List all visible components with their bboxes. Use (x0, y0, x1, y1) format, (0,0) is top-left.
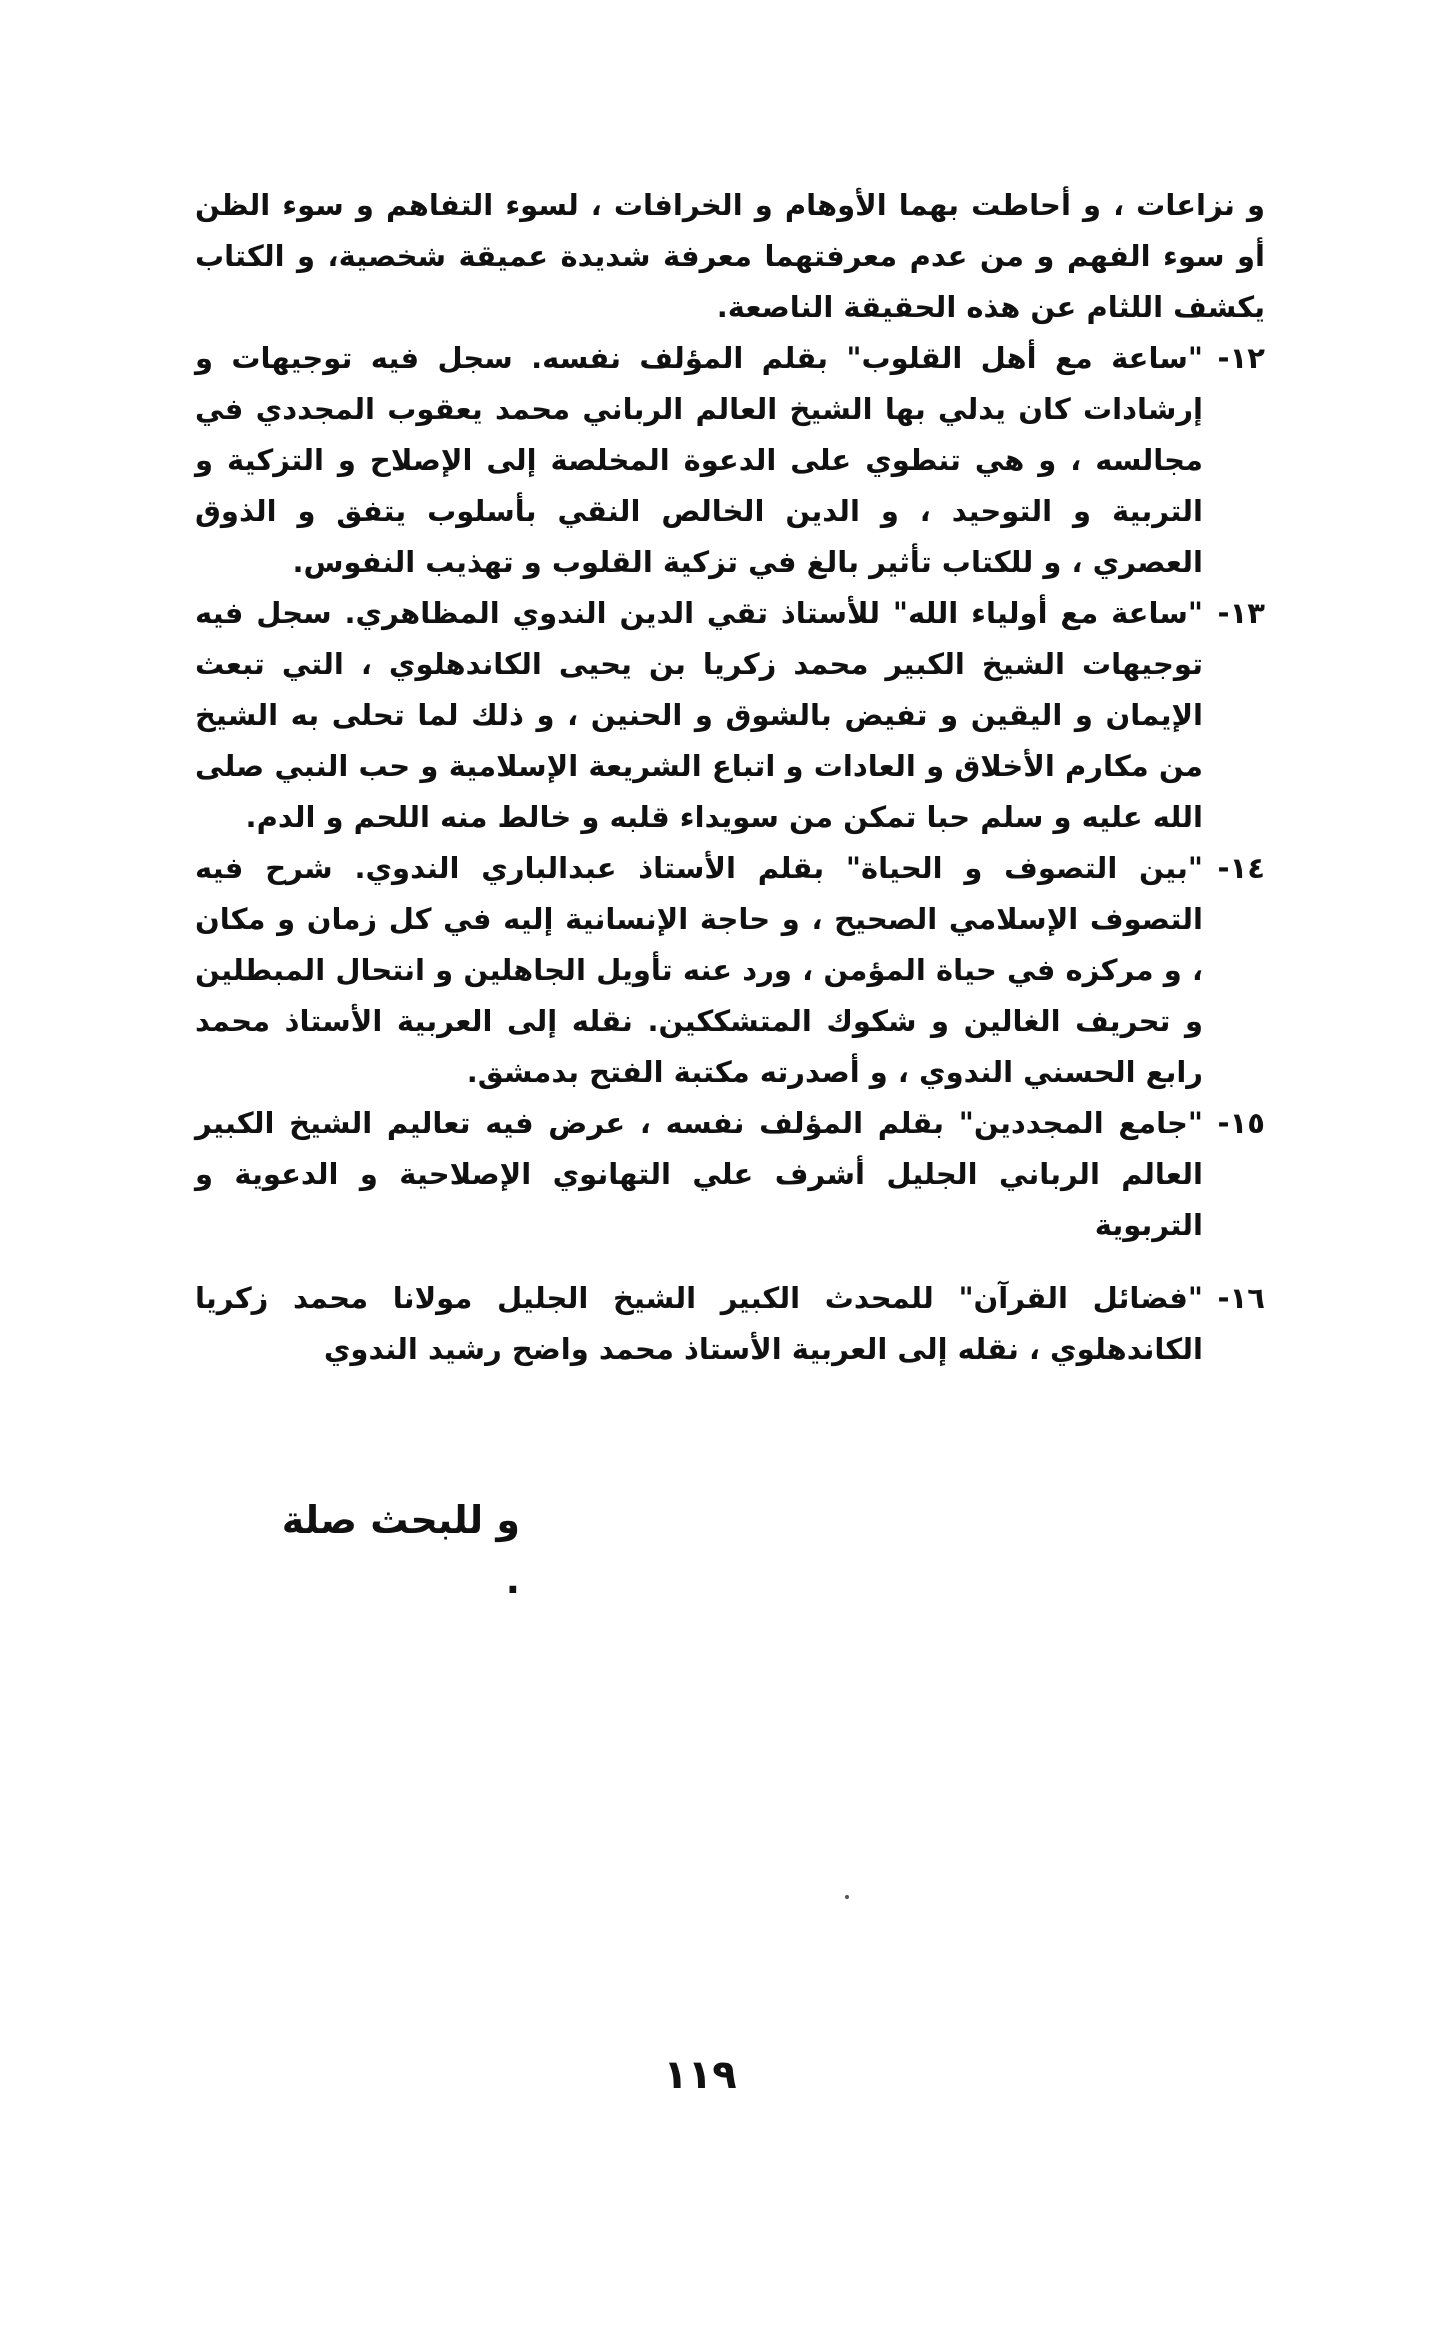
item-text: "بين التصوف و الحياة" بقلم الأستاذ عبدالباري الندوي. شرح فيه التصوف الإسلامي الصحيح ، و حاجة الإنسانية إليه في كل زمان و مكان ، و مركزه في حياة المؤمن ، ورد عنه تأويل الجاهلين و انتحال المبطلين و تحريف الغالين و شكوك المتشككين. نقله إلى العربية الأستاذ محمد رابع الحسني الندوي ، و أصدرته مكتبة الفتح بدمشق. (195, 851, 1203, 1089)
list-item-15 (195, 1098, 1265, 1251)
item-text: "ساعة مع أهل القلوب" بقلم المؤلف نفسه. سجل فيه توجيهات و إرشادات كان يدلي بها الشيخ العالم الرباني محمد يعقوب المجددي في مجالسه ، و هي تنطوي على الدعوة المخلصة إلى الإصلاح و التزكية و التربية و التوحيد ، و الدين الخالص النقي بأسلوب يتفق و الذوق العصري ، و للكتاب تأثير بالغ في تزكية القلوب و تهذيب النفوس. (195, 341, 1203, 579)
item-number: ١٥- (1217, 1106, 1265, 1140)
list-item-13 (195, 588, 1265, 843)
stray-mark (845, 1895, 849, 1899)
list-item-14 (195, 843, 1265, 1098)
list-item-16 (195, 1273, 1265, 1375)
item-number: ١٣- (1217, 596, 1265, 630)
list-item-12 (195, 333, 1265, 588)
item-text: "ساعة مع أولياء الله" للأستاذ تقي الدين الندوي المظاهري. سجل فيه توجيهات الشيخ الكبير محمد زكريا بن يحيى الكاندهلوي ، التي تبعث الإيمان و اليقين و تفيض بالشوق و الحنين ، و ذلك لما تحلى به الشيخ من مكارم الأخلاق و العادات و اتباع الشريعة الإسلامية و حب النبي صلى الله عليه و سلم حبا تمكن من سويداء قلبه و خالط منه اللحم و الدم. (195, 596, 1203, 834)
item-number: ١٦- (1217, 1281, 1265, 1315)
item-number: ١٤- (1217, 851, 1265, 885)
item-text: "جامع المجددين" بقلم المؤلف نفسه ، عرض فيه تعاليم الشيخ الكبير العالم الرباني الجليل أشرف علي التهانوي الإصلاحية و الدعوية و التربوية (195, 1106, 1203, 1242)
closing-note: و للبحث صلة . (281, 1498, 520, 1602)
item-number: ١٢- (1217, 341, 1265, 375)
page-number: ١١٩ (663, 2052, 737, 2098)
item-text: "فضائل القرآن" للمحدث الكبير الشيخ الجليل مولانا محمد زكريا الكاندهلوي ، نقله إلى العربية الأستاذ محمد واضح رشيد الندوي (195, 1281, 1203, 1366)
intro-paragraph: و نزاعات ، و أحاطت بهما الأوهام و الخرافات ، لسوء التفاهم و سوء الظن أو سوء الفهم و من عدم معرفتهما معرفة شديدة عميقة شخصية، و الكتاب يكشف اللثام عن هذه الحقيقة الناصعة. (195, 188, 1265, 324)
body-text (195, 180, 1265, 1375)
